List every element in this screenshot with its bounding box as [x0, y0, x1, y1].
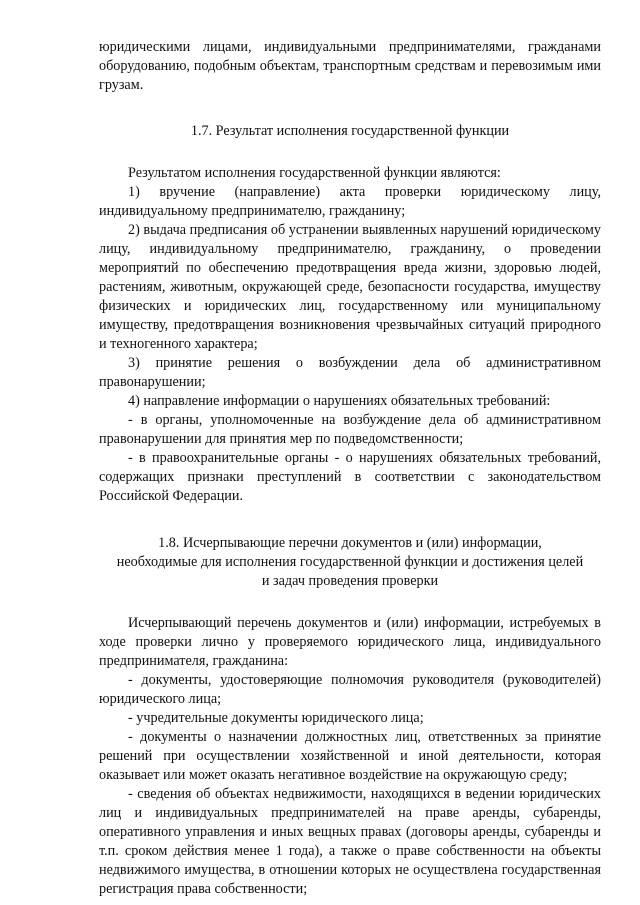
- section-1-7-item: 4) направление информации о нарушениях обязательных требований:: [128, 393, 551, 409]
- section-1-7-item: 2) выдача предписания об устранении выявленных нарушений юридическому лицу, индивидуальному предпринимателю, гражданину, о проведении мероприятий по обеспечению предотвращения вреда жизни, здоровью людей, растениям, животным, окружающей среде, безопасности государства, имуществу физических и юридических лиц, государственному или муниципальному имуществу, предотвращения возникновения чрезвычайных ситуаций природного и техногенного характера;: [99, 222, 601, 352]
- section-1-8-item: - сведения об объектах недвижимости, находящихся в ведении юридических лиц и индивидуальных предпринимателей на праве аренды, субаренды, оперативного управления и иных вещных правах (договоры аренды, субаренды и т.п. сроком действия менее 1 года), а также о праве собственности на объекты недвижимого имущества, в отношении которых не осуществлена государственная регистрация права собственности;: [99, 786, 601, 897]
- section-1-8-item: - учредительные документы юридического лица;: [128, 710, 424, 726]
- intro-paragraph: юридическими лицами, индивидуальными предпринимателями, гражданами оборудованию, подобным объектам, транспортным средствам и перевозимым ими грузам.: [99, 39, 601, 93]
- section-1-8-item: - документы о назначении должностных лиц, ответственных за принятие решений при осуществлении хозяйственной и иной деятельности, которая оказывает или может оказать негативное воздействие на окружающую среду;: [99, 729, 601, 783]
- section-1-7-item: - в правоохранительные органы - о нарушениях обязательных требований, содержащих признаки преступлений в соответствии с законодательством Российской Федерации.: [99, 450, 601, 504]
- section-1-7-item: - в органы, уполномоченные на возбуждение дела об административном правонарушении для принятия мер по подведомственности;: [99, 412, 601, 447]
- section-1-7-lead: Результатом исполнения государственной функции являются:: [128, 165, 501, 181]
- section-1-8-heading-line: необходимые для исполнения государственной функции и достижения целей: [116, 554, 584, 570]
- spacer: [99, 95, 601, 108]
- section-1-8-item: - документы, удостоверяющие полномочия руководителя (руководителей) юридического лица;: [99, 672, 601, 707]
- section-1-7-item: 3) принятие решения о возбуждении дела об административном правонарушении;: [99, 355, 601, 390]
- section-1-8-lead: Исчерпывающий перечень документов и (или) информации, истребуемых в ходе проверки лично у проверяемого юридического лица, индивидуального предпринимателя, гражданина:: [99, 615, 601, 669]
- spacer: [99, 141, 601, 164]
- section-1-7-item: 1) вручение (направление) акта проверки юридическому лицу, индивидуальному предпринимателю, гражданину;: [99, 184, 601, 219]
- section-1-8-heading: [99, 534, 601, 591]
- section-1-8-heading-line: и задач проведения проверки: [261, 573, 439, 589]
- section-1-7-heading: 1.7. Результат исполнения государственной функции: [190, 123, 510, 139]
- document-body: [99, 38, 601, 899]
- spacer: [99, 591, 601, 614]
- spacer: [99, 506, 601, 534]
- section-1-8-heading-line: 1.8. Исчерпывающие перечни документов и (или) информации,: [158, 535, 542, 551]
